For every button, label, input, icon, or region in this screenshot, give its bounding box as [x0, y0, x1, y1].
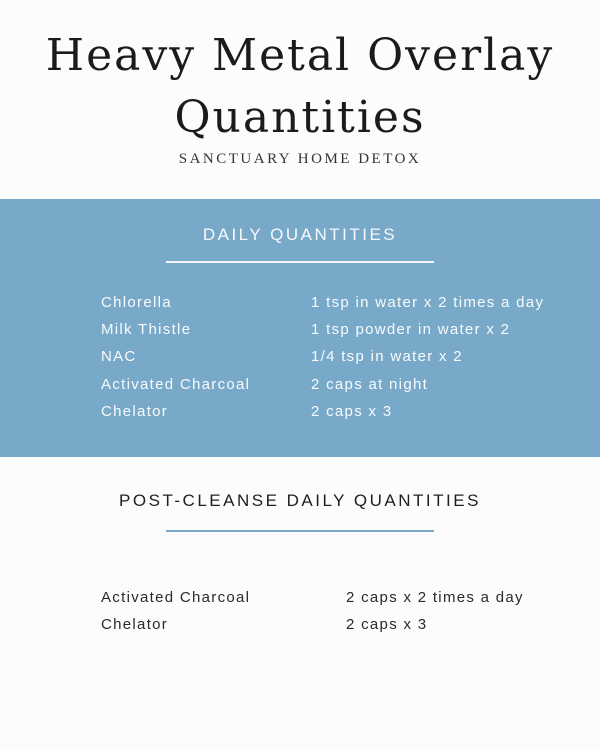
supplement-quantity: 2 caps at night	[311, 376, 429, 393]
daily-item-row	[101, 321, 571, 343]
supplement-quantity: 2 caps x 3	[346, 616, 428, 633]
supplement-quantity: 1/4 tsp in water x 2	[311, 348, 463, 365]
post-cleanse-divider	[166, 530, 434, 532]
supplement-quantity: 1 tsp powder in water x 2	[311, 321, 511, 338]
supplement-name: Activated Charcoal	[101, 376, 251, 393]
post-cleanse-heading: POST-CLEANSE DAILY QUANTITIES	[119, 491, 481, 510]
supplement-name: Activated Charcoal	[101, 589, 251, 606]
daily-item-row	[101, 403, 571, 425]
daily-item-row	[101, 348, 571, 370]
daily-item-row	[101, 376, 571, 398]
daily-quantities-heading: DAILY QUANTITIES	[202, 225, 398, 244]
daily-quantities-panel	[0, 199, 600, 457]
supplement-name: Chelator	[101, 403, 169, 420]
daily-quantities-divider	[166, 261, 434, 263]
supplement-name: Chelator	[101, 616, 169, 633]
supplement-quantity: 1 tsp in water x 2 times a day	[311, 294, 545, 311]
supplement-name: Milk Thistle	[101, 321, 192, 338]
supplement-name: NAC	[101, 348, 137, 365]
supplement-quantity: 2 caps x 3	[311, 403, 393, 420]
post-cleanse-item-row	[101, 589, 571, 611]
page-title-line-2: Quantities	[174, 92, 426, 143]
supplement-name: Chlorella	[101, 294, 172, 311]
page-title-line-1: Heavy Metal Overlay	[45, 30, 555, 81]
supplement-quantity: 2 caps x 2 times a day	[346, 589, 524, 606]
page-subtitle: SANCTUARY HOME DETOX	[178, 151, 422, 167]
daily-item-row	[101, 294, 571, 316]
post-cleanse-item-row	[101, 616, 571, 638]
